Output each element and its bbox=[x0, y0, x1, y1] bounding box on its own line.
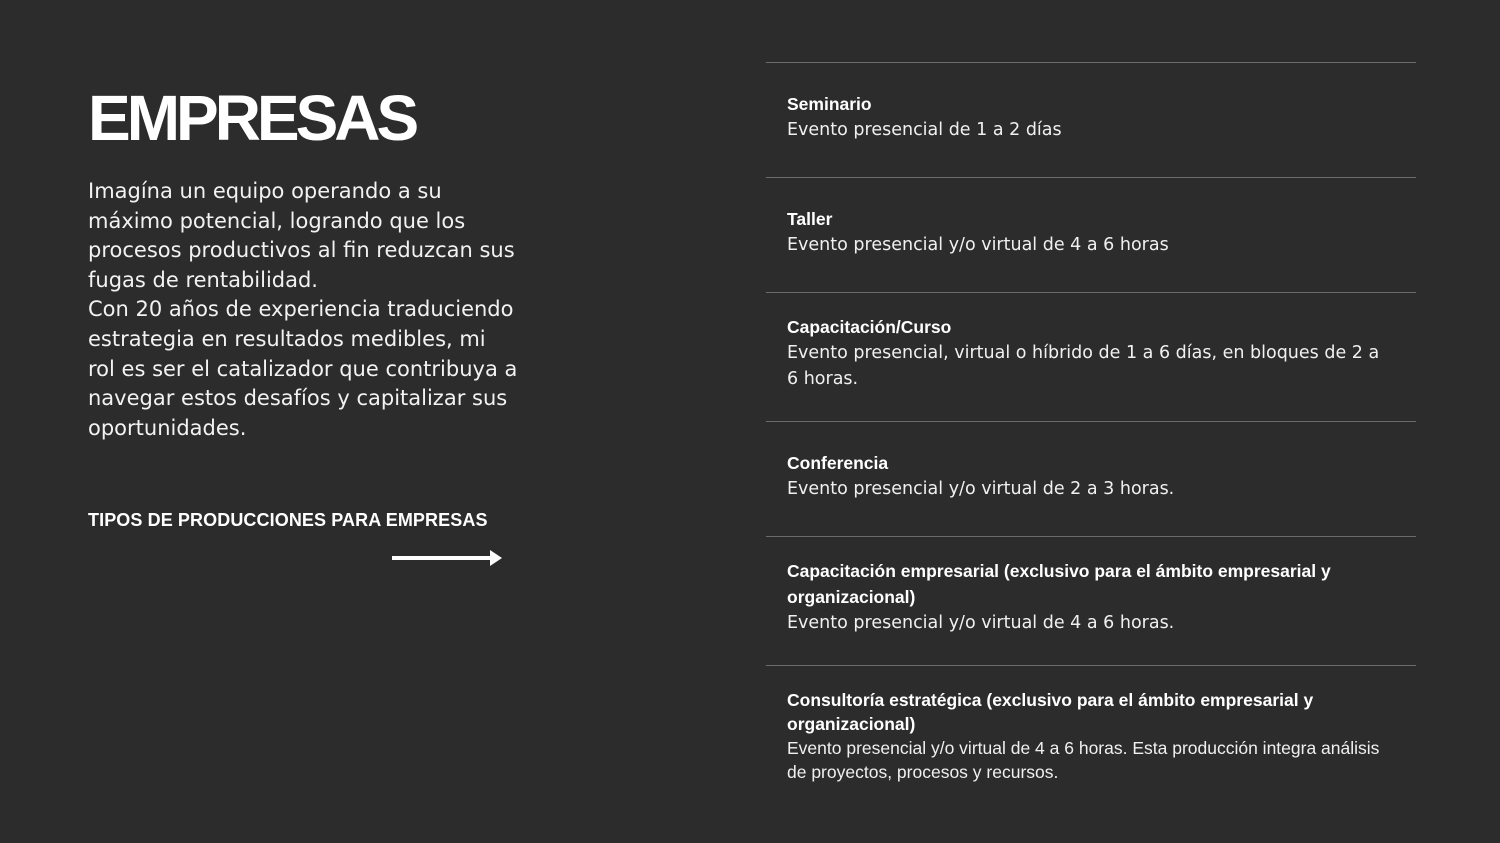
intro-text bbox=[88, 177, 518, 443]
production-item-capacitacion-empresarial bbox=[766, 536, 1416, 665]
production-description: Evento presencial y/o virtual de 2 a 3 horas. bbox=[787, 479, 1175, 499]
production-title: Consultoría estratégica (exclusivo para el ámbito empresarial y organizacional) bbox=[787, 690, 1314, 734]
production-item-seminario bbox=[766, 62, 1416, 177]
production-description: Evento presencial y/o virtual de 4 a 6 horas. Esta producción integra análisis de proyectos, procesos y recursos. bbox=[787, 738, 1380, 782]
production-description: Evento presencial y/o virtual de 4 a 6 horas. bbox=[787, 613, 1175, 633]
intro-paragraph-2: Con 20 años de experiencia traduciendo estrategia en resultados medibles, mi rol es ser el catalizador que contribuya a navegar estos desafíos y capitalizar sus oportunidades. bbox=[88, 297, 518, 440]
production-item-capacitacion-curso bbox=[766, 292, 1416, 421]
production-item-conferencia bbox=[766, 421, 1416, 536]
production-title: Capacitación empresarial (exclusivo para el ámbito empresarial y organizacional) bbox=[787, 561, 1331, 607]
production-title: Capacitación/Curso bbox=[787, 317, 952, 337]
production-description: Evento presencial y/o virtual de 4 a 6 horas bbox=[787, 235, 1169, 255]
production-description: Evento presencial de 1 a 2 días bbox=[787, 120, 1062, 140]
intro-paragraph-1: Imagína un equipo operando a su máximo potencial, logrando que los procesos productivos al fin reduzcan sus fugas de rentabilidad. bbox=[88, 179, 515, 292]
production-item-consultoria-estrategica bbox=[766, 665, 1416, 795]
productions-list bbox=[766, 62, 1416, 795]
production-description: Evento presencial, virtual o híbrido de 1 a 6 días, en bloques de 2 a 6 horas. bbox=[787, 343, 1380, 389]
arrow-right-icon[interactable] bbox=[392, 548, 504, 568]
production-title: Conferencia bbox=[787, 453, 889, 473]
types-label: TIPOS DE PRODUCCIONES PARA EMPRESAS bbox=[88, 510, 488, 530]
page-title: EMPRESAS bbox=[88, 82, 416, 154]
production-title: Taller bbox=[787, 209, 833, 229]
production-title: Seminario bbox=[787, 94, 872, 114]
production-item-taller bbox=[766, 177, 1416, 292]
